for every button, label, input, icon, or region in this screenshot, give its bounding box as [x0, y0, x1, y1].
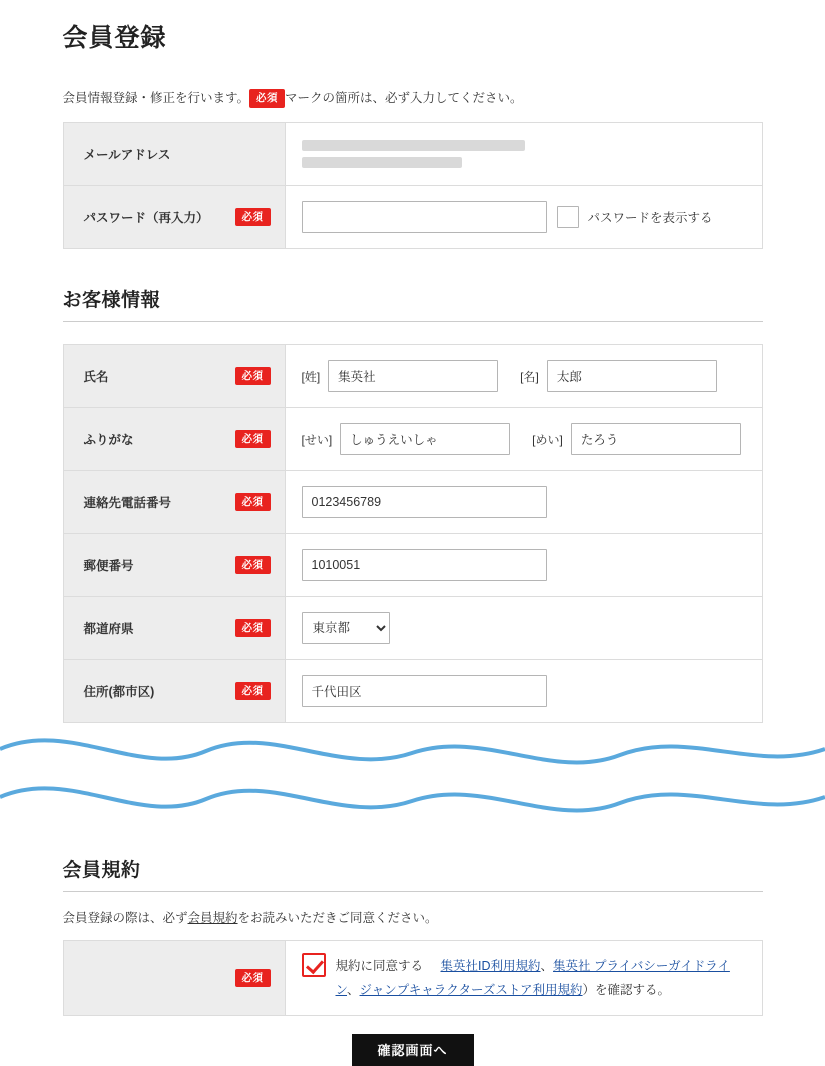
row-value-password	[285, 186, 762, 249]
required-badge: 必須	[235, 208, 271, 227]
link-sep-2: 、	[347, 982, 360, 997]
show-password-checkbox[interactable]	[557, 206, 579, 228]
row-value-city	[285, 660, 762, 723]
mei-input[interactable]	[571, 423, 741, 455]
row-label-email	[63, 123, 285, 186]
sei-prefix-label: [せい]	[301, 432, 333, 447]
required-badge-inline: 必須	[249, 89, 285, 108]
submit-area	[63, 1034, 763, 1066]
required-badge: 必須	[235, 367, 271, 386]
confirm-button[interactable]: 確認画面へ	[352, 1034, 474, 1066]
givenname-prefix-label: [名]	[520, 369, 539, 384]
row-value-email	[285, 123, 762, 186]
surname-input[interactable]	[328, 360, 498, 392]
city-input[interactable]	[302, 675, 547, 707]
row-label-city	[63, 660, 285, 723]
masked-email-line-2	[302, 157, 462, 168]
table-row-email	[63, 123, 762, 186]
prefecture-select[interactable]	[302, 612, 390, 644]
label-text: メールアドレス	[83, 148, 171, 162]
terms-lead	[63, 908, 763, 926]
row-label-agree	[63, 941, 285, 1016]
row-value-fullname	[285, 345, 762, 408]
page-inner	[63, 0, 763, 1066]
required-badge: 必須	[235, 493, 271, 512]
required-badge: 必須	[235, 969, 271, 988]
lead-text-before: 会員情報登録・修正を行います。	[62, 91, 250, 105]
label-text: 郵便番号	[83, 559, 134, 573]
label-text: パスワード（再入力）	[83, 211, 209, 225]
agree-label: 規約に同意する	[335, 959, 424, 973]
terms-lead-link[interactable]: 会員規約	[187, 911, 238, 925]
surname-prefix-label: [姓]	[301, 369, 321, 384]
table-row-password	[63, 186, 762, 249]
postal-code-input[interactable]	[302, 549, 547, 581]
account-table	[63, 122, 763, 249]
label-text: 都道府県	[83, 622, 134, 636]
page-lead	[63, 88, 763, 108]
row-value-furigana	[285, 408, 762, 471]
row-label-furigana	[63, 408, 285, 471]
required-badge: 必須	[235, 430, 271, 449]
section-title-customer: お客様情報	[63, 285, 763, 322]
table-row-fullname	[63, 345, 762, 408]
password-input[interactable]	[302, 201, 547, 233]
page-title: 会員登録	[62, 24, 167, 52]
show-password-label: パスワードを表示する	[587, 211, 713, 225]
row-label-phone	[63, 471, 285, 534]
table-row-city	[63, 660, 762, 723]
row-value-postal	[285, 534, 762, 597]
phone-input[interactable]	[302, 486, 547, 518]
label-text: ふりがな	[83, 433, 134, 447]
givenname-input[interactable]	[547, 360, 717, 392]
table-row-phone	[63, 471, 762, 534]
link-sep-1: 、	[540, 959, 554, 973]
terms-lead-before: 会員登録の際は、必ず	[62, 911, 188, 925]
row-label-postal	[63, 534, 285, 597]
link-sid-terms[interactable]: 集英社ID利用規約	[440, 959, 541, 973]
row-label-password	[63, 186, 285, 249]
label-text: 住所(都市区)	[83, 685, 155, 699]
row-value-prefecture	[285, 597, 762, 660]
terms-lead-after: をお読みいただきご同意ください。	[237, 911, 438, 925]
label-text: 連絡先電話番号	[83, 496, 172, 510]
table-row-agree	[63, 941, 762, 1016]
agree-checkbox[interactable]	[302, 953, 326, 977]
row-label-prefecture	[63, 597, 285, 660]
section-title-terms: 会員規約	[63, 855, 763, 892]
spacer	[63, 322, 763, 344]
link-privacy-guideline[interactable]: 集英社 プライバシーガイドライン	[335, 959, 730, 997]
links-tail: ）を確認する。	[582, 982, 671, 997]
table-row-furigana	[63, 408, 762, 471]
terms-table	[63, 940, 763, 1016]
mei-prefix-label: [めい]	[532, 432, 563, 447]
wave-icon	[0, 727, 825, 819]
row-value-phone	[285, 471, 762, 534]
table-row-postal	[63, 534, 762, 597]
link-store-terms[interactable]: ジャンプキャラクターズストア利用規約	[359, 982, 583, 997]
customer-table	[63, 344, 763, 723]
wave-divider	[0, 727, 825, 819]
sei-input[interactable]	[340, 423, 510, 455]
table-row-prefecture	[63, 597, 762, 660]
required-badge: 必須	[235, 619, 271, 638]
lead-text-after: マークの箇所は、必ず入力してください。	[285, 91, 523, 105]
required-badge: 必須	[235, 556, 271, 575]
row-label-fullname	[63, 345, 285, 408]
required-badge: 必須	[235, 682, 271, 701]
label-text: 氏名	[83, 370, 109, 384]
row-value-agree	[285, 941, 762, 1016]
masked-email-line-1	[302, 140, 525, 151]
